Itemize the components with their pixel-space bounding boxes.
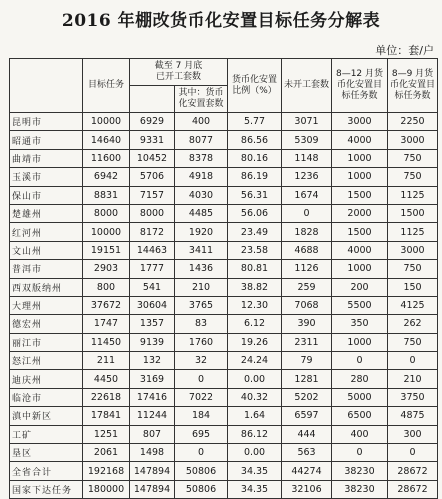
cell-unstarted: 259 [282, 278, 332, 296]
cell-started: 11244 [130, 407, 175, 425]
cell-target: 11450 [83, 333, 130, 351]
cell-dec: 6500 [332, 407, 388, 425]
cell-unstarted: 1126 [282, 260, 332, 278]
cell-ratio: 80.81 [228, 260, 282, 278]
cell-dec: 38230 [332, 462, 388, 480]
cell-name: 工矿 [10, 425, 83, 443]
cell-sep: 150 [388, 278, 438, 296]
cell-name: 国家下达任务 [10, 480, 83, 498]
cell-target: 11600 [83, 149, 130, 167]
cell-cash: 1920 [175, 223, 228, 241]
cell-target: 22618 [83, 388, 130, 406]
cell-name: 滇中新区 [10, 407, 83, 425]
cell-sep: 0 [388, 352, 438, 370]
cell-unstarted: 1828 [282, 223, 332, 241]
cell-ratio: 19.26 [228, 333, 282, 351]
cell-dec: 0 [332, 444, 388, 462]
cell-cash: 184 [175, 407, 228, 425]
table-row [10, 315, 438, 333]
cell-dec: 5000 [332, 388, 388, 406]
cell-cash: 32 [175, 352, 228, 370]
cell-name: 临沧市 [10, 388, 83, 406]
cell-dec: 1000 [332, 260, 388, 278]
header-region [10, 59, 83, 113]
cell-unstarted: 6597 [282, 407, 332, 425]
cell-name: 红河州 [10, 223, 83, 241]
cell-dec: 400 [332, 425, 388, 443]
table-row [10, 204, 438, 222]
cell-started: 541 [130, 278, 175, 296]
cell-target: 1251 [83, 425, 130, 443]
table-row [10, 241, 438, 259]
cell-name: 丽江市 [10, 333, 83, 351]
cell-started: 5706 [130, 168, 175, 186]
cell-sep: 1125 [388, 186, 438, 204]
cell-name: 楚雄州 [10, 204, 83, 222]
cell-sep: 0 [388, 444, 438, 462]
cell-unstarted: 1236 [282, 168, 332, 186]
cell-started: 807 [130, 425, 175, 443]
cell-started: 8172 [130, 223, 175, 241]
cell-cash: 0 [175, 370, 228, 388]
cell-started: 14463 [130, 241, 175, 259]
cell-unstarted: 1674 [282, 186, 332, 204]
cell-target: 10000 [83, 223, 130, 241]
cell-sep: 750 [388, 333, 438, 351]
cell-cash: 83 [175, 315, 228, 333]
cell-sep: 1500 [388, 204, 438, 222]
cell-target: 4450 [83, 370, 130, 388]
cell-sep: 750 [388, 149, 438, 167]
header-cash: 其中：货币 化安置套数 [175, 86, 228, 113]
cell-dec: 1000 [332, 333, 388, 351]
cell-cash: 3765 [175, 296, 228, 314]
cell-name: 全省合计 [10, 462, 83, 480]
cell-target: 800 [83, 278, 130, 296]
cell-started: 17416 [130, 388, 175, 406]
table-row [10, 278, 438, 296]
cell-dec: 350 [332, 315, 388, 333]
cell-ratio: 56.31 [228, 186, 282, 204]
cell-unstarted: 32106 [282, 480, 332, 498]
cell-dec: 1500 [332, 223, 388, 241]
cell-cash: 4485 [175, 204, 228, 222]
cell-name: 昆明市 [10, 113, 83, 131]
cell-dec: 2000 [332, 204, 388, 222]
cell-target: 211 [83, 352, 130, 370]
table-row [10, 352, 438, 370]
table-row [10, 223, 438, 241]
cell-unstarted: 444 [282, 425, 332, 443]
cell-dec: 0 [332, 352, 388, 370]
cell-name: 德宏州 [10, 315, 83, 333]
cell-ratio: 86.12 [228, 425, 282, 443]
cell-unstarted: 0 [282, 204, 332, 222]
cell-ratio: 23.49 [228, 223, 282, 241]
cell-sep: 3750 [388, 388, 438, 406]
cell-target: 8831 [83, 186, 130, 204]
cell-sep: 3000 [388, 241, 438, 259]
page-title: 2016 年棚改货币化安置目标任务分解表 [61, 11, 381, 31]
cell-target: 192168 [83, 462, 130, 480]
table-row [10, 333, 438, 351]
cell-cash: 210 [175, 278, 228, 296]
cell-ratio: 12.30 [228, 296, 282, 314]
cell-started: 8000 [130, 204, 175, 222]
table-row [10, 444, 438, 462]
cell-dec: 1500 [332, 186, 388, 204]
cell-started: 1357 [130, 315, 175, 333]
cell-cash: 1760 [175, 333, 228, 351]
cell-name: 怒江州 [10, 352, 83, 370]
table-row [10, 425, 438, 443]
cell-dec: 38230 [332, 480, 388, 498]
cell-cash: 7022 [175, 388, 228, 406]
cell-cash: 8378 [175, 149, 228, 167]
cell-ratio: 56.06 [228, 204, 282, 222]
cell-started: 7157 [130, 186, 175, 204]
table-row [10, 296, 438, 314]
cell-cash: 50806 [175, 480, 228, 498]
cell-name: 西双版纳州 [10, 278, 83, 296]
cell-sep: 28672 [388, 462, 438, 480]
cell-started: 30604 [130, 296, 175, 314]
cell-unstarted: 2311 [282, 333, 332, 351]
cell-dec: 4000 [332, 241, 388, 259]
cell-name: 玉溪市 [10, 168, 83, 186]
cell-cash: 4918 [175, 168, 228, 186]
cell-name: 迪庆州 [10, 370, 83, 388]
cell-ratio: 23.58 [228, 241, 282, 259]
table-row [10, 407, 438, 425]
cell-target: 2061 [83, 444, 130, 462]
cell-cash: 0 [175, 444, 228, 462]
cell-target: 19151 [83, 241, 130, 259]
cell-started: 1777 [130, 260, 175, 278]
cell-sep: 750 [388, 260, 438, 278]
cell-cash: 8077 [175, 131, 228, 149]
cell-ratio: 34.35 [228, 480, 282, 498]
cell-started: 9139 [130, 333, 175, 351]
cell-ratio: 80.16 [228, 149, 282, 167]
cell-dec: 200 [332, 278, 388, 296]
cell-started: 132 [130, 352, 175, 370]
cell-ratio: 86.19 [228, 168, 282, 186]
table-row [10, 370, 438, 388]
cell-sep: 2250 [388, 113, 438, 131]
cell-started: 10452 [130, 149, 175, 167]
cell-unstarted: 3071 [282, 113, 332, 131]
table-row [10, 388, 438, 406]
cell-unstarted: 7068 [282, 296, 332, 314]
cell-dec: 5500 [332, 296, 388, 314]
cell-started: 147894 [130, 480, 175, 498]
cell-unstarted: 1148 [282, 149, 332, 167]
cell-started: 1498 [130, 444, 175, 462]
cell-name: 普洱市 [10, 260, 83, 278]
table-row [10, 113, 438, 131]
cell-unstarted: 5202 [282, 388, 332, 406]
cell-name: 保山市 [10, 186, 83, 204]
cell-dec: 1000 [332, 149, 388, 167]
cell-cash: 695 [175, 425, 228, 443]
table-row [10, 186, 438, 204]
cell-target: 37672 [83, 296, 130, 314]
cell-sep: 4125 [388, 296, 438, 314]
table-row [10, 462, 438, 480]
cell-target: 6942 [83, 168, 130, 186]
cell-ratio: 38.82 [228, 278, 282, 296]
cell-unstarted: 5309 [282, 131, 332, 149]
cell-target: 10000 [83, 113, 130, 131]
cell-unstarted: 44274 [282, 462, 332, 480]
header-target: 目标任务 [83, 59, 130, 113]
table-row [10, 131, 438, 149]
header-unstarted: 未开工套数 [282, 59, 332, 113]
cell-dec: 280 [332, 370, 388, 388]
cell-target: 14640 [83, 131, 130, 149]
cell-started: 147894 [130, 462, 175, 480]
cell-ratio: 5.77 [228, 113, 282, 131]
task-table [9, 58, 438, 499]
cell-unstarted: 1281 [282, 370, 332, 388]
cell-cash: 50806 [175, 462, 228, 480]
cell-dec: 4000 [332, 131, 388, 149]
table-row [10, 260, 438, 278]
cell-name: 文山州 [10, 241, 83, 259]
cell-cash: 3411 [175, 241, 228, 259]
header-aug-sep: 8—9 月货 币化安置目 标任务数 [388, 59, 438, 113]
cell-name: 曲靖市 [10, 149, 83, 167]
cell-sep: 262 [388, 315, 438, 333]
header-started: 截至 7 月底 已开工套数 [130, 59, 228, 86]
cell-started: 6929 [130, 113, 175, 131]
cell-sep: 750 [388, 168, 438, 186]
cell-target: 180000 [83, 480, 130, 498]
cell-started: 3169 [130, 370, 175, 388]
cell-dec: 1000 [332, 168, 388, 186]
cell-unstarted: 390 [282, 315, 332, 333]
cell-name: 垦区 [10, 444, 83, 462]
cell-name: 昭通市 [10, 131, 83, 149]
cell-cash: 400 [175, 113, 228, 131]
cell-target: 17841 [83, 407, 130, 425]
cell-sep: 300 [388, 425, 438, 443]
cell-target: 1747 [83, 315, 130, 333]
header-ratio: 货币化安置 比例（%） [228, 59, 282, 113]
header-started-total [130, 86, 175, 113]
cell-ratio: 40.32 [228, 388, 282, 406]
cell-ratio: 0.00 [228, 370, 282, 388]
cell-ratio: 0.00 [228, 444, 282, 462]
cell-ratio: 24.24 [228, 352, 282, 370]
cell-unstarted: 79 [282, 352, 332, 370]
cell-unstarted: 563 [282, 444, 332, 462]
cell-dec: 3000 [332, 113, 388, 131]
cell-target: 2903 [83, 260, 130, 278]
cell-name: 大理州 [10, 296, 83, 314]
cell-sep: 210 [388, 370, 438, 388]
cell-ratio: 86.56 [228, 131, 282, 149]
cell-sep: 3000 [388, 131, 438, 149]
table-row [10, 168, 438, 186]
table-row [10, 149, 438, 167]
cell-cash: 4030 [175, 186, 228, 204]
cell-sep: 1125 [388, 223, 438, 241]
cell-unstarted: 4688 [282, 241, 332, 259]
header-aug-dec: 8—12 月货 币化安置目 标任务数 [332, 59, 388, 113]
cell-started: 9331 [130, 131, 175, 149]
cell-ratio: 34.35 [228, 462, 282, 480]
cell-sep: 4875 [388, 407, 438, 425]
cell-target: 8000 [83, 204, 130, 222]
cell-ratio: 6.12 [228, 315, 282, 333]
cell-cash: 1436 [175, 260, 228, 278]
cell-sep: 28672 [388, 480, 438, 498]
cell-ratio: 1.64 [228, 407, 282, 425]
unit-label: 单位：套/户 [375, 44, 434, 57]
